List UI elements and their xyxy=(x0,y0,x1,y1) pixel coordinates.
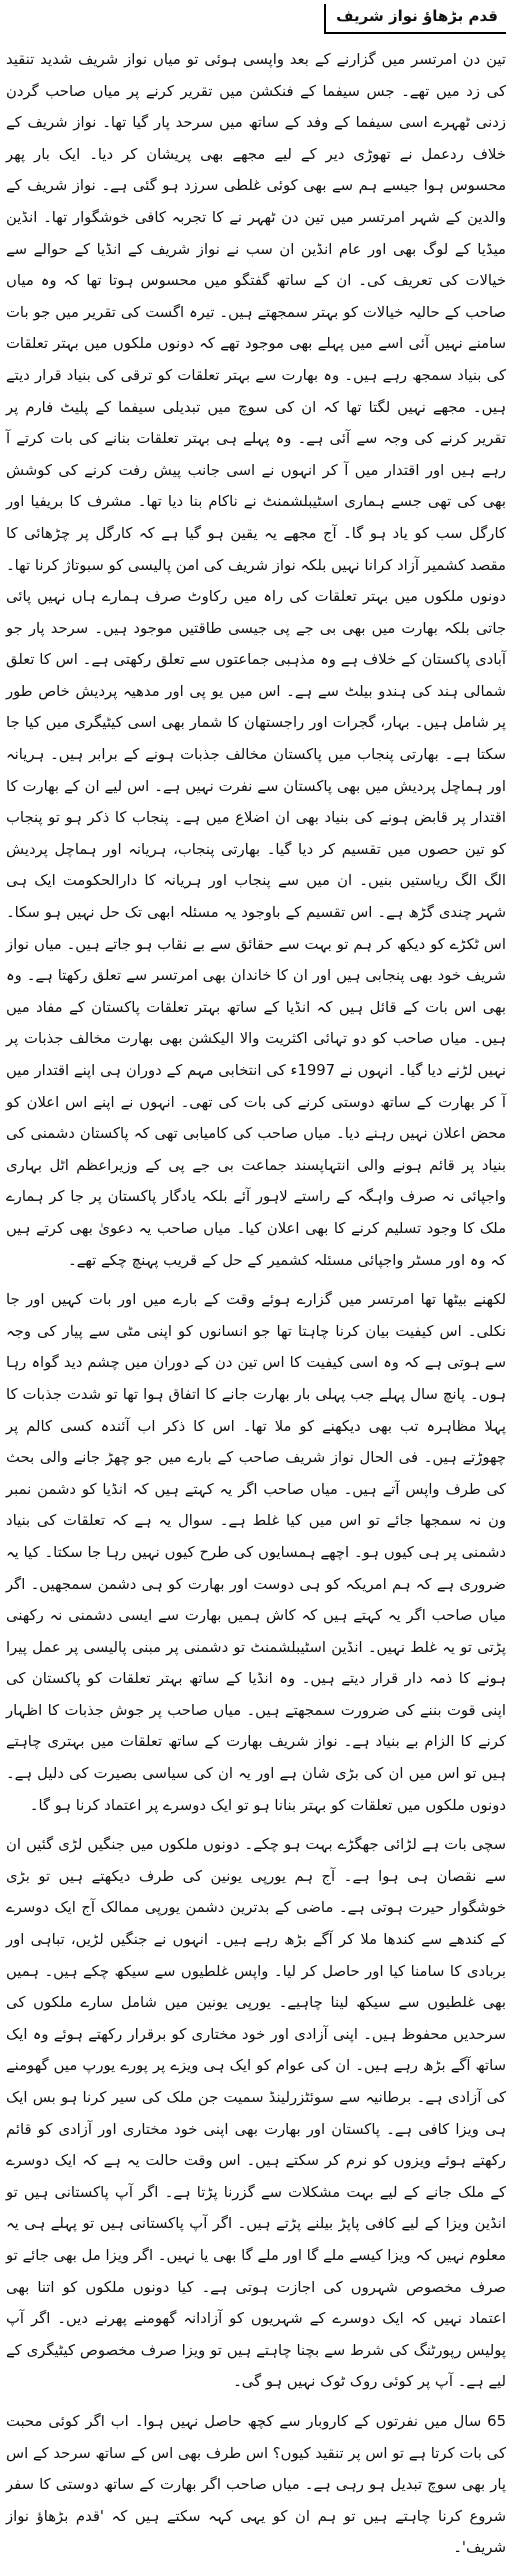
article-paragraph: تین دن امرتسر میں گزارنے کے بعد واپسی ہوئی تو میاں نواز شریف شدید تنقید کی زد میں تھے۔ جس سیفما کے فنکشن میں تقریر کرنے پر میاں صاحب گردن زدنی ٹھہرے اسی سیفما کے وفد کے ساتھ میں سرحد پار گیا تھا۔ نواز شریف کے خلاف ردعمل نے تھوڑی دیر کے لیے مجھے بھی پریشان کر دیا۔ ایک بار پھر محسوس ہوا جیسے ہم سے بھی کوئی غلطی سرزد ہو گئی ہے۔ نواز شریف کے والدین کے شہر امرتسر میں تین دن ٹھہر نے کا تجربہ کافی خوشگوار تھا۔ انڈین میڈیا کے لوگ بھی اور عام انڈین ان سب نے نواز شریف کے انڈیا کے حوالے سے خیالات کی تعریف کی۔ ان کے ساتھ گفتگو میں محسوس ہوتا تھا کہ وہ میاں صاحب کے حالیہ خیالات کو بہتر سمجھتے ہیں۔ تیرہ اگست کی تقریر میں جو بات سامنے نہیں آئی اسے میں پہلے بھی موجود تھے کہ دونوں ملکوں میں بہتر تعلقات کی بنیاد سمجھ رہے ہیں۔ وہ بھارت سے بہتر تعلقات کو ترقی کی بنیاد قرار دیتے ہیں۔ مجھے نہیں لگتا تھا کہ ان کی سوچ میں تبدیلی سیفما کے پلیٹ فارم پر تقریر کرنے کی وجہ سے آئی ہے۔ وہ پہلے ہی بہتر تعلقات بنانے کی بات کرتے آ رہے ہیں اور اقتدار میں آ کر انہوں نے اسی جانب پیش رفت کرنے کی کوشش بھی کی تھی جسے ہماری اسٹیبلشمنٹ نے ناکام بنا دیا تھا۔ مشرف کا بریفیا اور کارگل سب کو یاد ہو گا۔ آج مجھے یہ یقین ہو گیا ہے کہ کارگل پر چڑھائی کا مقصد کشمیر آزاد کرانا نہیں بلکہ نواز شریف کی امن پالیسی کو سبوتاژ کرنا تھا۔ دونوں ملکوں میں بہتر تعلقات کی راہ میں رکاوٹ صرف ہمارے ہاں نہیں پائی جاتی بلکہ بھارت میں بھی بی جے پی جیسی طاقتیں موجود ہیں۔ سرحد پار جو آبادی پاکستان کے خلاف ہے وہ مذہبی جماعتوں سے تعلق رکھتی ہے۔ اس کا تعلق شمالی ہند کی ہندو بیلٹ سے ہے۔ اس میں یو پی اور مدھیہ پردیش خاص طور پر شامل ہیں۔ بہار، گجرات اور راجستھان کا شمار بھی اسی کیٹیگری میں کیا جا سکتا ہے۔ بھارتی پنجاب میں پاکستان مخالف جذبات ہونے کے برابر ہیں۔ ہریانہ اور ہماچل پردیش میں بھی پاکستان سے نفرت نہیں ہے۔ اس لیے ان کے بھارت کا اقتدار پر قابض ہونے کی بنیاد بھی ان اضلاع میں ہے۔ پنجاب کا ذکر ہو تو پنجاب کو تین حصوں میں تقسیم کر دیا گیا۔ بھارتی پنجاب، ہریانہ اور ہماچل پردیش الگ الگ ریاستیں بنیں۔ ان میں سے پنجاب اور ہریانہ کا دارالحکومت ایک ہی شہر چندی گڑھ ہے۔ اس تقسیم کے باوجود یہ مسئلہ ابھی تک حل نہیں ہو سکا۔ اس ٹکڑے کو دیکھ کر ہم تو بہت سے حقائق سے بے نقاب ہو جاتے ہیں۔ میاں نواز شریف خود بھی پنجابی ہیں اور ان کا خاندان بھی امرتسر سے تعلق رکھتا ہے۔ وہ بھی اس بات کے قائل ہیں کہ انڈیا کے ساتھ بہتر تعلقات پاکستان کے مفاد میں ہیں۔ میاں صاحب کو دو تہائی اکثریت والا الیکشن بھی بھارت مخالف جذبات پر نہیں لڑنے دیا گیا۔ انہوں نے 1997ء کی انتخابی مہم کے دوران ہی اپنے اقتدار میں آ کر بھارت کے ساتھ دوستی کرنے کی بات کی تھی۔ انہوں نے اپنے اس اعلان کو محض اعلان نہیں رہنے دیا۔ میاں صاحب کی کامیابی تھی کہ پاکستان دشمنی کی بنیاد پر قائم ہونے والی انتہاپسند جماعت بی جے پی کے وزیراعظم اٹل بہاری واجپائی نہ صرف واہگہ کے راستے لاہور آئے بلکہ یادگار پاکستان پر جا کر ہمارے ملک کا وجود تسلیم کرنے کا بھی اعلان کیا۔ میاں صاحب یہ دعویٰ بھی کرتے ہیں کہ وہ اور مسٹر واجپائی مسئلہ کشمیر کے حل کے قریب پہنچ چکے تھے۔ xyxy=(6,51,506,1269)
article-paragraph: لکھنے بیٹھا تھا امرتسر میں گزارے ہوئے وقت کے بارے میں اور بات کہیں اور جا نکلی۔ اس کیفیت بیان کرنا چاہتا تھا جو انسانوں کو اپنی مٹی سے پیار کی وجہ سے ہوتی ہے کہ وہ اسی کیفیت کا اس تین دن کے دوران میں چشم دید گواہ رہا ہوں۔ پانچ سال پہلے جب پہلی بار بھارت جانے کا اتفاق ہوا تھا تو شدت جذبات کا پہلا مظاہرہ تب بھی دیکھنے کو ملا تھا۔ اس کا ذکر اب آئندہ کسی کالم پر چھوڑتے ہیں۔ فی الحال نواز شریف صاحب کے بارے میں جو چھڑ جانے والی بحث کی طرف واپس آتے ہیں۔ میاں صاحب اگر یہ کہتے ہیں کہ انڈیا کو دشمن نمبر ون نہ سمجھا جائے تو اس میں کیا غلط ہے۔ سوال یہ ہے کہ تعلقات کی بنیاد دشمنی پر ہی کیوں ہو۔ اچھے ہمسایوں کی طرح کیوں نہیں رہا جا سکتا۔ کیا یہ ضروری ہے کہ ہم امریکہ کو ہی دوست اور بھارت کو ہی دشمن سمجھیں۔ اگر میاں صاحب اگر یہ کہتے ہیں کہ کاش ہمیں بھارت سے ایسی دشمنی نہ رکھنی پڑتی تو یہ غلط نہیں۔ انڈین اسٹیبلشمنٹ تو دشمنی پر مبنی پالیسی پر عمل پیرا ہونے کا ذمہ دار قرار دیتے ہیں۔ وہ انڈیا کے ساتھ بہتر تعلقات کو پاکستان کی اپنی قوت بننے کی ضرورت سمجھتے ہیں۔ میاں صاحب پر جوش جذبات کا اظہار کرنے کا الزام بے بنیاد ہے۔ نواز شریف بھارت کے ساتھ تعلقات میں بہتری چاہتے ہیں تو اس میں ان کی بڑی شان ہے اور یہ ان کی سیاسی بصیرت کی دلیل ہے۔ دونوں ملکوں میں تعلقات کو بہتر بنانا ہو تو ایک دوسرے پر اعتماد کرنا ہو گا۔ xyxy=(6,1291,506,1814)
header xyxy=(6,4,506,40)
article-paragraph: 65 سال میں نفرتوں کے کاروبار سے کچھ حاصل نہیں ہوا۔ اب اگر کوئی محبت کی بات کرتا ہے تو اس پر تنقید کیوں؟ اس طرف بھی اس کے ساتھ سرحد کے اس پار بھی سوچ تبدیل ہو رہی ہے۔ میاں صاحب اگر بھارت کے ساتھ دوستی کا سفر شروع کرنا چاہتے ہیں تو ہم ان کو یہی کہہ سکتے ہیں کہ 'قدم بڑھاؤ نواز شریف'۔ xyxy=(6,2412,506,2557)
article-paragraph: سچی بات ہے لڑائی جھگڑے بہت ہو چکے۔ دونوں ملکوں میں جنگیں لڑی گئیں ان سے نقصان ہی ہوا ہے۔ آج ہم یورپی یونین کی طرف دیکھتے ہیں تو بڑی خوشگوار حیرت ہوتی ہے۔ ماضی کے بدترین دشمن یورپی ممالک آج ایک دوسرے کے کندھے سے کندھا ملا کر آگے بڑھ رہے ہیں۔ انہوں نے جنگیں لڑیں، تباہی اور بربادی کا سامنا کیا اور حاصل کر لیا۔ واپس غلطیوں سے سیکھ چکے ہیں۔ ہمیں بھی غلطیوں سے سیکھ لینا چاہیے۔ یورپی یونین میں شامل سارے ملکوں کی سرحدیں محفوظ ہیں۔ اپنی آزادی اور خود مختاری کو برقرار رکھتے ہوئے وہ ایک ساتھ آگے بڑھ رہے ہیں۔ ان کی عوام کو ایک ہی ویزے پر پورے یورپ میں گھومنے کی آزادی ہے۔ برطانیہ سے سوئٹزرلینڈ سمیت جن ملک کی سیر کرنا ہو بس ایک ہی ویزا کافی ہے۔ پاکستان اور بھارت بھی اپنی خود مختاری اور آزادی کو قائم رکھتے ہوئے ویزوں کو نرم کر سکتے ہیں۔ اس وقت حالت یہ ہے کہ ایک دوسرے کے ملک جانے کے لیے بہت مشکلات سے گزرنا پڑتا ہے۔ اگر آپ پاکستانی ہیں تو انڈین ویزا کے لیے کافی پاپڑ بیلنے پڑتے ہیں۔ اگر آپ پاکستانی ہیں تو پہلے ہی یہ معلوم نہیں کہ ویزا کیسے ملے گا اور ملے گا بھی یا نہیں۔ اگر ویزا مل بھی جائے تو صرف مخصوص شہروں کی اجازت ہوتی ہے۔ کیا دونوں ملکوں کو اتنا بھی اعتماد نہیں کہ ایک دوسرے کے شہریوں کو آزادانہ گھومنے پھرنے دیں۔ اگر آپ پولیس رپورٹنگ کی شرط سے بچنا چاہتے ہیں تو ویزا صرف مخصوص کیٹیگری کے لیے ہے۔ آپ پر کوئی روک ٹوک نہیں ہو گی۔ xyxy=(6,1836,506,2391)
article-headline: قدم بڑھاؤ نواز شریف xyxy=(324,4,506,34)
article-body xyxy=(6,44,506,2564)
